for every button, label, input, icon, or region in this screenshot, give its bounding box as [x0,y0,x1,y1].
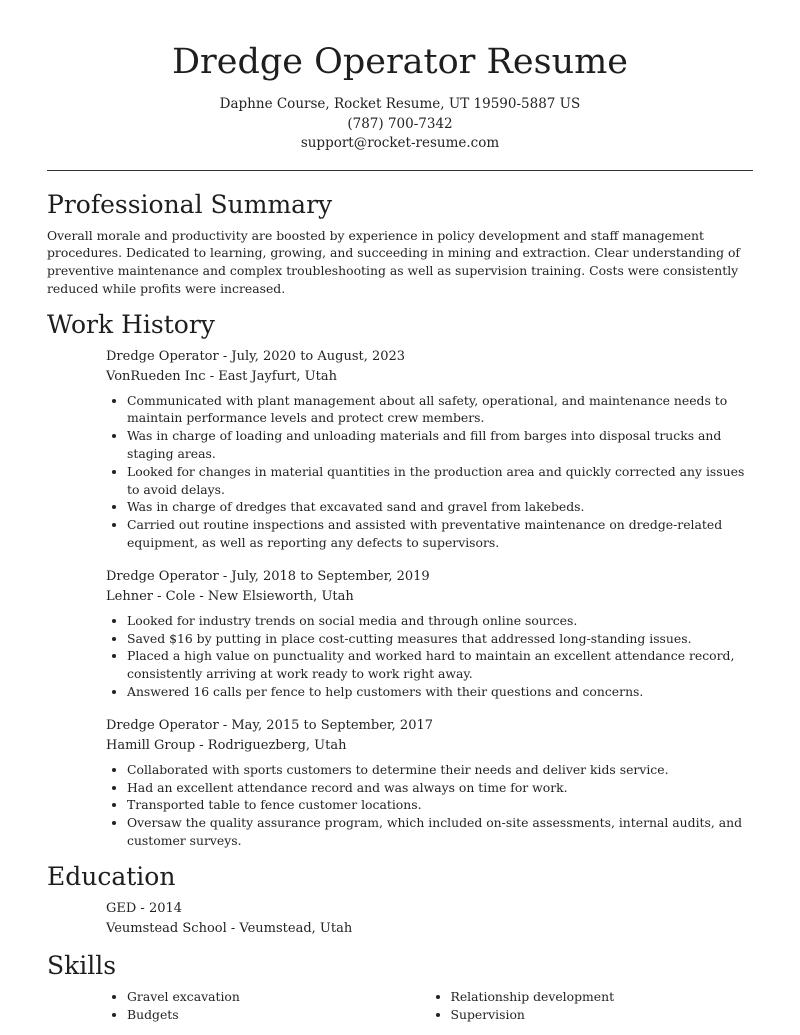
section-title-work-history: Work History [47,309,215,339]
education-school-line: Veumstead School - Veumstead, Utah [106,920,353,936]
list-item: • Collaborated with sports customers to determine their needs and deliver kids service. [127,761,753,779]
list-item: • Oversaw the quality assurance program, which included on-site assessments, internal audits, and customer surveys. [127,814,753,850]
list-item: • Looked for changes in material quantities in the production area and quickly corrected any issues to avoid delays. [127,463,753,499]
resume-page [47,0,753,1023]
list-item: • Was in charge of dredges that excavated sand and gravel from lakebeds. [127,498,753,516]
job-title-line: Dredge Operator - May, 2015 to September, 2017 [106,717,434,733]
job-bullets [106,392,753,552]
list-item: • Was in charge of loading and unloading materials and fill from barges into disposal trucks and staging areas. [127,427,753,463]
resume-title: Dredge Operator Resume [171,42,629,82]
list-item: • Communicated with plant management about all safety, operational, and maintenance needs to maintain performance levels and protect crew members. [127,392,753,428]
list-item: • Transported table to fence customer locations. [127,796,753,814]
contact-address: Daphne Course, Rocket Resume, UT 19590-5887 US [219,96,581,112]
list-item: • Carried out routine inspections and assisted with preventative maintenance on dredge-related equipment, as well as reporting any defects to supervisors. [127,516,753,552]
contact-email: support@rocket-resume.com [300,135,500,151]
job-company-line: Lehner - Cole - New Elsieworth, Utah [106,588,354,604]
education-degree-line: GED - 2014 [106,900,183,916]
skills-columns [106,988,753,1024]
list-item: • Saved $16 by putting in place cost-cutting measures that addressed long-standing issues. [127,630,753,648]
list-item: • Had an excellent attendance record and was always on time for work. [127,779,753,797]
job-entry [106,716,753,850]
section-title-summary: Professional Summary [47,189,333,219]
list-item: • Placed a high value on punctuality and worked hard to maintain an excellent attendance record, consistently arriving at work ready to work right away. [127,647,753,683]
contact-phone: (787) 700-7342 [347,115,453,132]
section-title-skills: Skills [47,950,117,980]
skills-list-left [106,988,430,1024]
contact-block [47,95,753,154]
list-item: • Budgets [127,1006,430,1024]
list-item: • Supervision [451,1006,754,1024]
job-bullets [106,612,753,701]
job-entry [106,567,753,701]
job-title-line: Dredge Operator - July, 2018 to September, 2019 [106,568,430,584]
section-title-education: Education [47,861,176,891]
job-entry [106,347,753,552]
list-item: • Gravel excavation [127,988,430,1006]
skills-list-right [430,988,754,1024]
job-company-line: VonRueden Inc - East Jayfurt, Utah [106,368,337,384]
list-item: • Relationship development [451,988,754,1006]
header-divider [47,170,753,171]
summary-text: Overall morale and productivity are boosted by experience in policy development and staff management procedures. Dedicated to learning, growing, and succeeding in mining and extraction. Clear understanding of preventive maintenance and complex troubleshooting as well as supervision training. Costs were consistently reduced while profits were increased. [47,227,741,296]
list-item: • Answered 16 calls per fence to help customers with their questions and concerns. [127,683,753,701]
list-item: • Looked for industry trends on social media and through online sources. [127,612,753,630]
job-title-line: Dredge Operator - July, 2020 to August, 2023 [106,348,406,364]
job-bullets [106,761,753,850]
job-company-line: Hamill Group - Rodriguezberg, Utah [106,737,347,753]
education-entry [106,899,753,939]
